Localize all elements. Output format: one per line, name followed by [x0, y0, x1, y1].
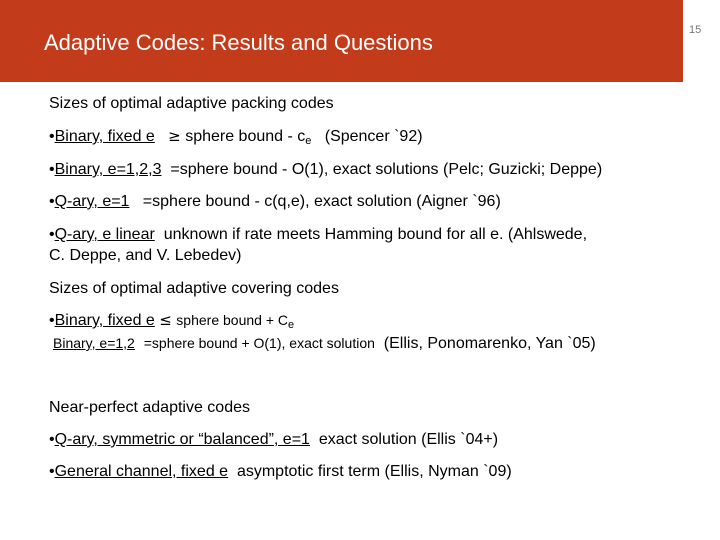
item-text: =sphere bound + O(1), exact solution — [143, 335, 375, 351]
item-term: Binary, fixed e — [54, 128, 155, 145]
page-number: 15 — [689, 24, 702, 36]
item-text: sphere bound + C — [176, 312, 288, 328]
item-text: =sphere bound - O(1), exact solutions (Pelc; Guzicki; Deppe) — [170, 161, 603, 178]
subscript: e — [288, 319, 295, 331]
relation-symbol: ≤ — [159, 311, 172, 329]
packing-item-2 — [49, 161, 602, 179]
item-text: exact solution (Ellis `04+) — [318, 431, 499, 448]
subscript: e — [305, 135, 312, 147]
bullet: • — [49, 463, 55, 480]
item-term: Q-ary, e linear — [54, 226, 155, 243]
item-term: Binary, fixed e — [54, 312, 155, 329]
packing-item-3 — [49, 193, 501, 211]
item-term: Binary, e=1,2 — [53, 335, 135, 351]
near-perfect-heading: Near-perfect adaptive codes — [49, 399, 250, 416]
item-citation: (Ellis, Ponomarenko, Yan `05) — [383, 335, 596, 352]
bullet: • — [49, 193, 55, 210]
item-text: =sphere bound - c(q,e), exact solution (Aigner `96) — [142, 193, 501, 210]
relation-symbol: ≥ — [168, 127, 181, 145]
bullet: • — [49, 226, 55, 243]
packing-item-1 — [49, 127, 423, 147]
item-text: asymptotic first term (Ellis, Nyman `09) — [236, 463, 512, 480]
bullet: • — [49, 431, 55, 448]
item-text: unknown if rate meets Hamming bound for all e. (Ahlswede, — [163, 226, 588, 243]
packing-item-4 — [49, 226, 587, 244]
title-bar — [0, 0, 683, 82]
item-text: sphere bound - c — [185, 128, 306, 145]
near-perfect-item-2 — [49, 463, 512, 481]
bullet: • — [49, 312, 55, 329]
covering-item-2 — [53, 335, 596, 353]
bullet: • — [49, 161, 55, 178]
item-term: Binary, e=1,2,3 — [54, 161, 162, 178]
near-perfect-item-1 — [49, 431, 498, 449]
bullet: • — [49, 128, 55, 145]
item-term: Q-ary, e=1 — [54, 193, 130, 210]
packing-heading: Sizes of optimal adaptive packing codes — [49, 95, 334, 112]
item-term: General channel, fixed e — [54, 463, 229, 480]
covering-item-1 — [49, 311, 294, 331]
packing-item-4-continued: C. Deppe, and V. Lebedev) — [49, 247, 242, 264]
covering-heading: Sizes of optimal adaptive covering codes — [49, 280, 339, 297]
item-term: Q-ary, symmetric or “balanced”, e=1 — [54, 431, 310, 448]
item-citation: (Spencer `92) — [324, 128, 423, 145]
slide-title: Adaptive Codes: Results and Questions — [44, 30, 433, 55]
